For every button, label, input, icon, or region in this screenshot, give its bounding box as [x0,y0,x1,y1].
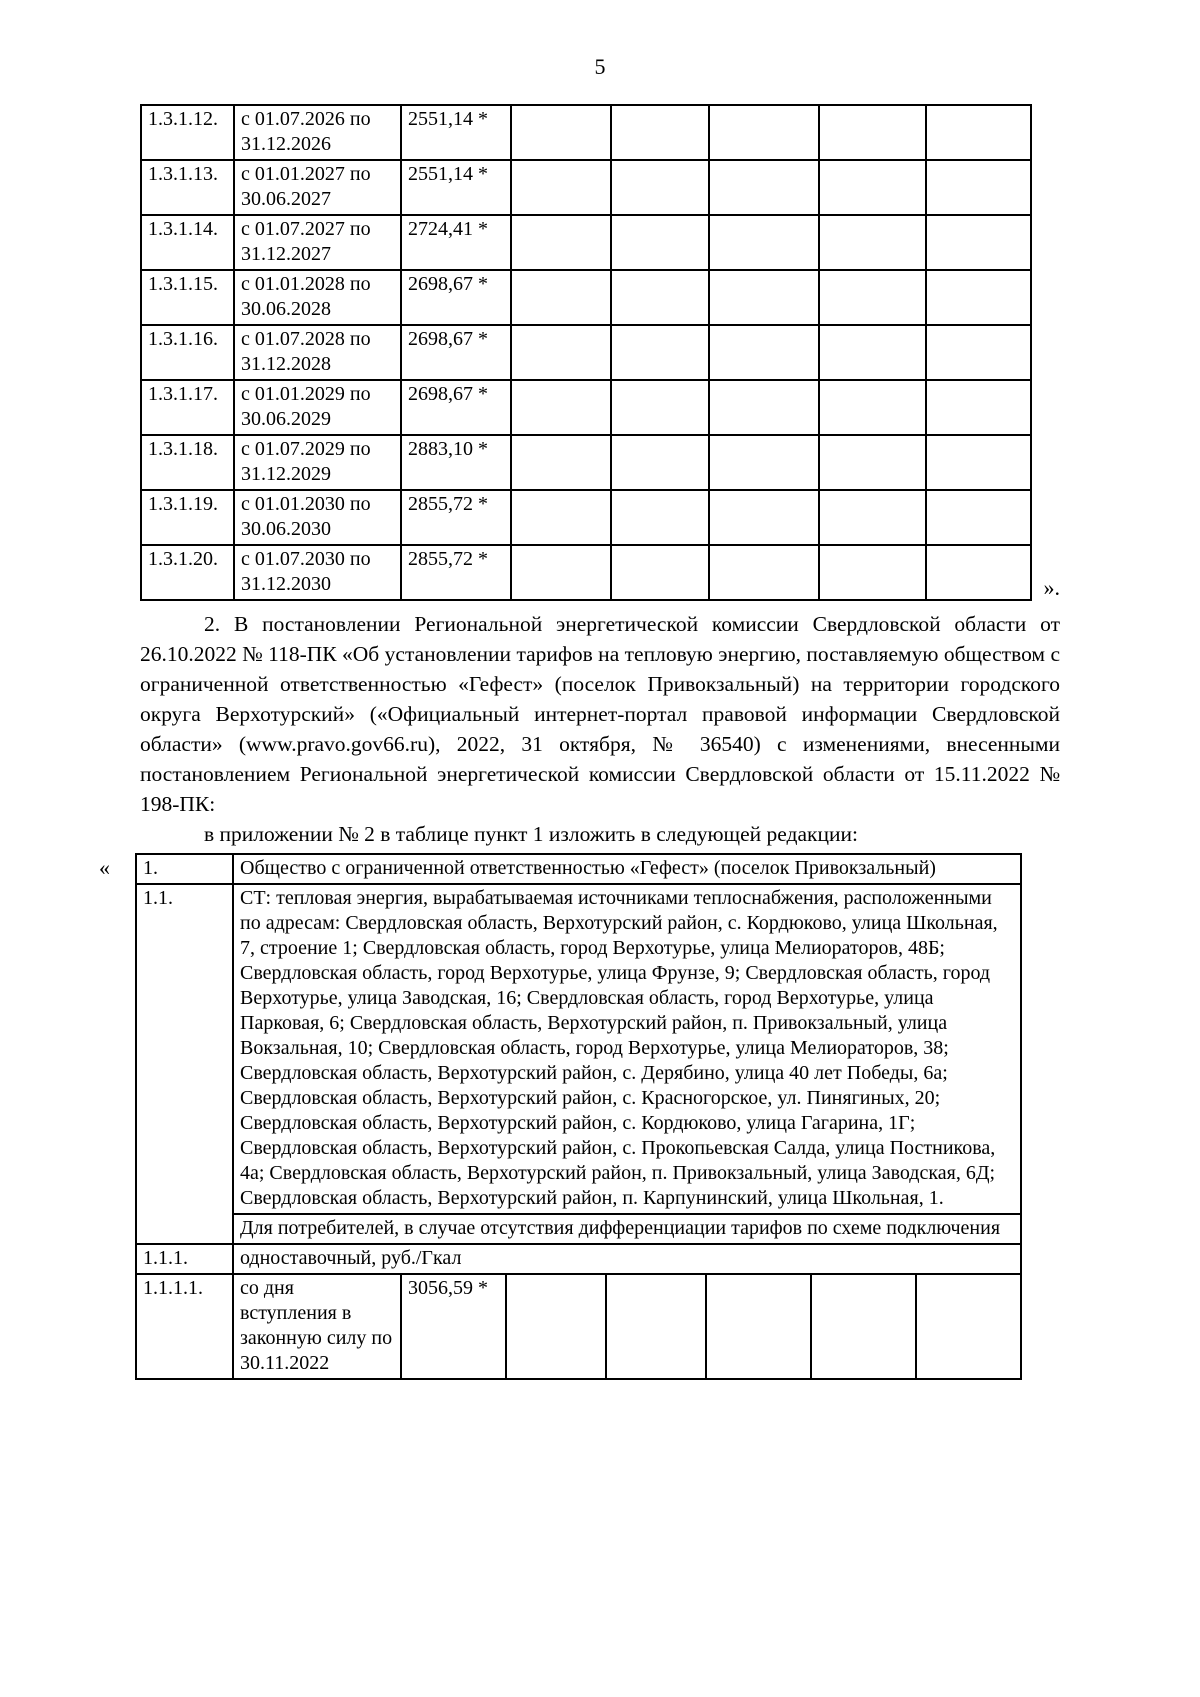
note-cell: Для потребителей, в случае отсутствия дифференциации тарифов по схеме подключения [233,1214,1021,1244]
empty-cell [926,545,1031,600]
period-cell: с 01.07.2029 по 31.12.2029 [234,435,401,490]
period-cell: с 01.01.2030 по 30.06.2030 [234,490,401,545]
value-cell: 3056,59 * [401,1274,506,1379]
empty-cell [926,435,1031,490]
empty-cell [709,325,819,380]
empty-cell [926,105,1031,160]
empty-cell [926,490,1031,545]
row-number-cell: 1.1. [136,884,233,1244]
row-number-cell: 1. [136,854,233,884]
tariff-periods-table [140,104,1032,601]
empty-cell [611,545,709,600]
empty-cell [611,215,709,270]
opening-quote-mark: « [99,855,110,880]
row-number-cell: 1.3.1.15. [141,270,234,325]
row-number-cell: 1.3.1.17. [141,380,234,435]
empty-cell [709,490,819,545]
period-cell: с 01.07.2030 по 31.12.2030 [234,545,401,600]
value-cell: 2855,72 * [401,490,511,545]
period-cell: с 01.01.2027 по 30.06.2027 [234,160,401,215]
period-cell: с 01.01.2028 по 30.06.2028 [234,270,401,325]
tariff-type-cell: одноставочный, руб./Гкал [233,1244,1021,1274]
table-row [136,1244,1021,1274]
empty-cell [611,325,709,380]
empty-cell [611,270,709,325]
period-cell: с 01.07.2028 по 31.12.2028 [234,325,401,380]
table-row [141,270,1031,325]
empty-cell [611,490,709,545]
empty-cell [511,380,611,435]
value-cell: 2698,67 * [401,270,511,325]
empty-cell [819,105,926,160]
empty-cell [819,215,926,270]
empty-cell [819,545,926,600]
value-cell: 2551,14 * [401,160,511,215]
empty-cell [709,435,819,490]
empty-cell [611,380,709,435]
table-row [136,884,1021,1214]
value-cell: 2698,67 * [401,325,511,380]
empty-cell [611,160,709,215]
closing-quote-mark: ». [1043,575,1060,600]
empty-cell [709,215,819,270]
row-number-cell: 1.3.1.14. [141,215,234,270]
period-cell: со дня вступления в законную силу по 30.11.2022 [233,1274,401,1379]
table-row [136,1214,1021,1244]
empty-cell [511,545,611,600]
empty-cell [511,490,611,545]
empty-cell [819,435,926,490]
value-cell: 2724,41 * [401,215,511,270]
row-number-cell: 1.3.1.19. [141,490,234,545]
table-row [136,1274,1021,1379]
empty-cell [819,325,926,380]
empty-cell [926,160,1031,215]
row-number-cell: 1.1.1.1. [136,1274,233,1379]
paragraph-amendment-2: 2. В постановлении Региональной энергетической комиссии Свердловской области от 26.10.2022 № 118-ПК «Об установлении тарифов на тепловую энергию, поставляемую обществом с ограниченной ответственностью «Гефест» (поселок Привокзальный) на территории городского округа Верхотурский» («Официальный интернет-портал правовой информации Свердловской области» (www.pravo.gov66.ru), 2022, 31 октября, № 36540) с изменениями, внесенными постановлением Региональной энергетической комиссии Свердловской области от 15.11.2022 № 198-ПК: [140,612,1060,816]
empty-cell [706,1274,811,1379]
tariff-appendix-table [135,853,1022,1380]
page-number: 5 [594,54,606,79]
row-number-cell: 1.3.1.18. [141,435,234,490]
empty-cell [611,105,709,160]
value-cell: 2698,67 * [401,380,511,435]
period-cell: с 01.01.2029 по 30.06.2029 [234,380,401,435]
empty-cell [709,270,819,325]
empty-cell [709,380,819,435]
empty-cell [926,215,1031,270]
paragraph-annex-instruction: в приложении № 2 в таблице пункт 1 изложить в следующей редакции: [204,822,858,846]
empty-cell [926,270,1031,325]
empty-cell [709,545,819,600]
empty-cell [611,435,709,490]
empty-cell [511,215,611,270]
empty-cell [506,1274,606,1379]
table-row [141,490,1031,545]
empty-cell [819,270,926,325]
tariff-periods-table-wrap [140,104,1060,601]
table-row [141,325,1031,380]
empty-cell [819,490,926,545]
empty-cell [819,160,926,215]
empty-cell [511,270,611,325]
table-row [141,545,1031,600]
value-cell: 2551,14 * [401,105,511,160]
table-row [141,160,1031,215]
empty-cell [511,160,611,215]
table-row [141,435,1031,490]
row-number-cell: 1.3.1.13. [141,160,234,215]
table-row [136,854,1021,884]
value-cell: 2855,72 * [401,545,511,600]
empty-cell [819,380,926,435]
empty-cell [511,435,611,490]
empty-cell [916,1274,1021,1379]
value-cell: 2883,10 * [401,435,511,490]
organization-cell: Общество с ограниченной ответственностью «Гефест» (поселок Привокзальный) [233,854,1021,884]
row-number-cell: 1.3.1.20. [141,545,234,600]
empty-cell [606,1274,706,1379]
row-number-cell: 1.1.1. [136,1244,233,1274]
row-number-cell: 1.3.1.16. [141,325,234,380]
empty-cell [709,160,819,215]
empty-cell [926,380,1031,435]
period-cell: с 01.07.2026 по 31.12.2026 [234,105,401,160]
table-row [141,105,1031,160]
empty-cell [511,325,611,380]
empty-cell [926,325,1031,380]
period-cell: с 01.07.2027 по 31.12.2027 [234,215,401,270]
table-row [141,380,1031,435]
empty-cell [709,105,819,160]
empty-cell [511,105,611,160]
addresses-cell: СТ: тепловая энергия, вырабатываемая источниками теплоснабжения, расположенными по адресам: Свердловская область, Верхотурский район, с. Кордюково, улица Школьная, 7, строение 1; Свердловская область, город Верхотурье, улица Мелиораторов, 48Б; Свердловская область, город Верхотурье, улица Фрунзе, 9; Свердловская область, город Верхотурье, улица Заводская, 16; Свердловская область, город Верхотурье, улица Парковая, 6; Свердловская область, Верхотурский район, п. Привокзальный, улица Вокзальная, 10; Свердловская область, город Верхотурье, улица Мелиораторов, 38; Свердловская область, Верхотурский район, с. Дерябино, улица 40 лет Победы, 6а; Свердловская область, Верхотурский район, с. Красногорское, ул. Пинягиных, 20; Свердловская область, Верхотурский район, с. Кордюково, улица Гагарина, 1Г; Свердловская область, Верхотурский район, с. Прокопьевская Салда, улица Постникова, 4а; Свердловская область, Верхотурский район, п. Привокзальный, улица Заводская, 6Д; Свердловская область, Верхотурский район, п. Карпунинский, улица Школьная, 1. [233,884,1021,1214]
table-row [141,215,1031,270]
row-number-cell: 1.3.1.12. [141,105,234,160]
empty-cell [811,1274,916,1379]
tariff-appendix-table-wrap [99,853,1020,1380]
